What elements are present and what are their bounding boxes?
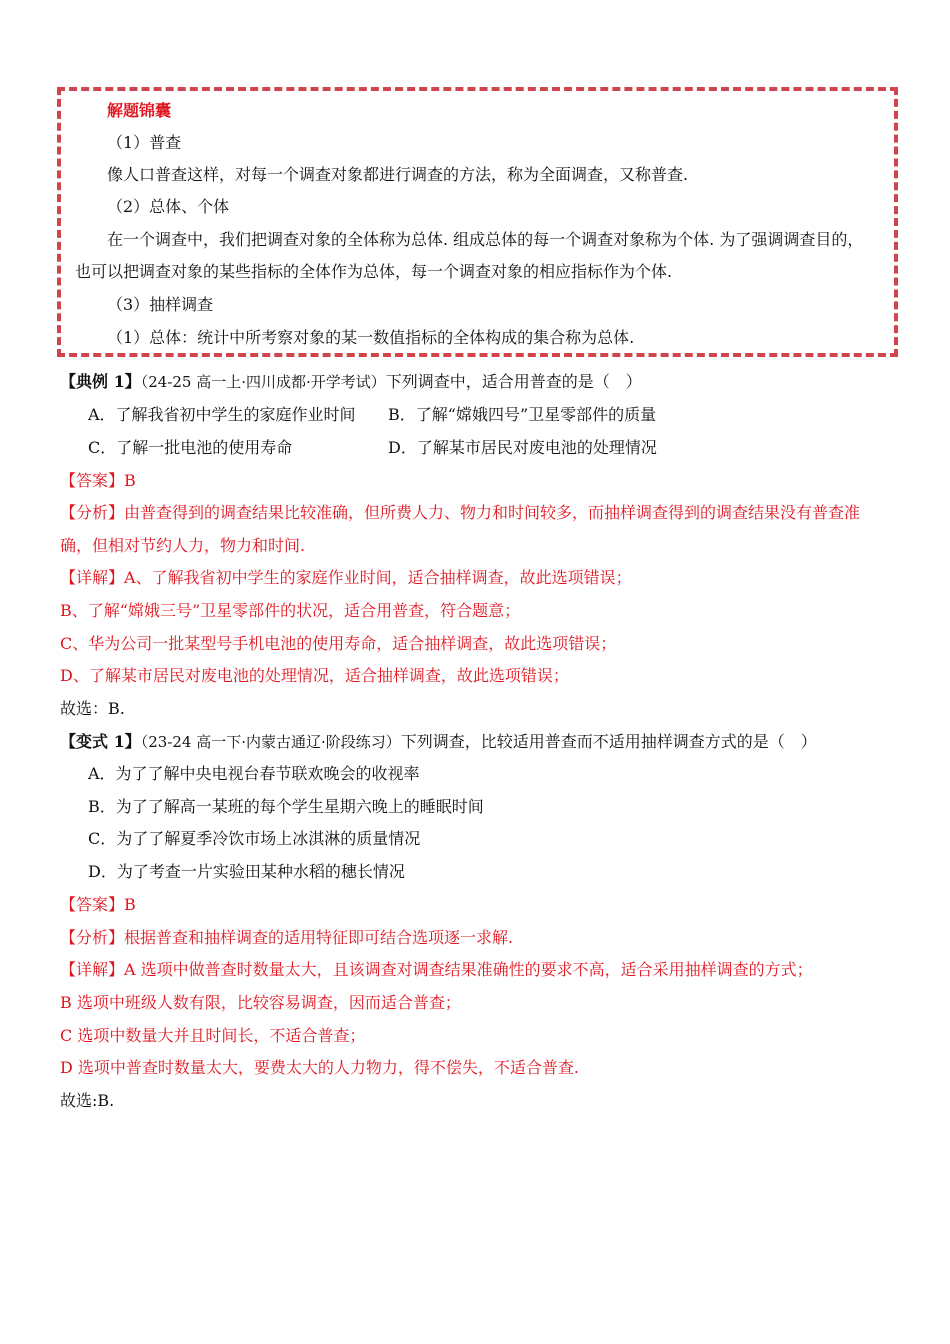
- detail-text: C 选项中数量大并且时间长，不适合普查；: [60, 1026, 366, 1045]
- example-1-stem: 下列调查中，适合用普查的是（ ）: [385, 372, 642, 391]
- analysis-tag: 【分析】: [60, 503, 125, 522]
- example-1-tag: 【典例 1】: [60, 372, 141, 391]
- tips-heading-census: （1）普查: [107, 133, 182, 152]
- answer-value: B: [124, 471, 136, 490]
- variant-1-stem: 下列调查，比较适用普查而不适用抽样调查方式的是（ ）: [400, 732, 817, 751]
- variant-1-analysis: [60, 928, 513, 948]
- detail-tag: 【详解】: [60, 960, 125, 979]
- analysis-text: 由普查得到的调查结果比较准确，但所费人力、物力和时间较多，而抽样调查得到的调查结果没有普查准: [124, 503, 861, 522]
- option-d: D．了解某市居民对废电池的处理情况: [388, 438, 657, 457]
- detail-text: D、了解某市居民对废电池的处理情况，适合抽样调查，故此选项错误；: [60, 666, 569, 685]
- answer-value: B: [124, 895, 136, 914]
- example-1-analysis: [60, 503, 860, 523]
- answer-tag: 【答案】: [60, 471, 125, 490]
- option-b: B．了解“嫦娥四号”卫星零部件的质量: [388, 405, 657, 424]
- variant-1-tag: 【变式 1】: [60, 732, 141, 751]
- analysis-text: 确，但相对节约人力，物力和时间.: [60, 536, 306, 555]
- detail-text: C、华为公司一批某型号手机电池的使用寿命，适合抽样调查，故此选项错误；: [60, 634, 617, 653]
- option-b: B．为了了解高一某班的每个学生星期六晚上的睡眠时间: [88, 797, 484, 816]
- detail-text: D 选项中普查时数量太大，要费太大的人力物力，得不偿失，不适合普查.: [60, 1058, 580, 1077]
- tips-text: 像人口普查这样，对每一个调查对象都进行调查的方法，称为全面调查，又称普查.: [107, 165, 689, 184]
- example-1-question: [60, 372, 642, 392]
- detail-text: B、了解“嫦娥三号”卫星零部件的状况，适合用普查，符合题意；: [60, 601, 521, 620]
- variant-1-source: （23-24 高一下·内蒙古通辽·阶段练习）: [140, 733, 401, 751]
- variant-1-choose: 故选:B.: [60, 1091, 115, 1110]
- variant-1-detail: [60, 960, 813, 980]
- detail-text: B 选项中班级人数有限，比较容易调查，因而适合普查；: [60, 993, 461, 1012]
- tips-box: [57, 87, 898, 357]
- tips-title: 解题锦囊: [107, 101, 172, 120]
- detail-tag: 【详解】: [60, 568, 125, 587]
- example-1-detail: [60, 568, 632, 588]
- detail-text: A 选项中做普查时数量太大，且该调查对调查结果准确性的要求不高，适合采用抽样调查的方式；: [124, 960, 813, 979]
- option-c: C．了解一批电池的使用寿命: [88, 438, 293, 457]
- variant-1-answer: [60, 895, 136, 915]
- variant-1-question: [60, 732, 817, 752]
- analysis-text: 根据普查和抽样调查的适用特征即可结合选项逐一求解.: [124, 928, 514, 947]
- option-a: A．了解我省初中学生的家庭作业时间: [88, 405, 356, 424]
- tips-text: 在一个调查中，我们把调查对象的全体称为总体. 组成总体的每一个调查对象称为个体. 为了强调调查目的，: [107, 230, 864, 249]
- option-c: C．为了了解夏季冷饮市场上冰淇淋的质量情况: [88, 829, 421, 848]
- tips-heading-sampling: （3）抽样调查: [107, 295, 214, 314]
- tips-text: （1）总体：统计中所考察对象的某一数值指标的全体构成的集合称为总体.: [107, 328, 635, 347]
- analysis-tag: 【分析】: [60, 928, 125, 947]
- option-d: D．为了考查一片实验田某种水稻的穗长情况: [88, 862, 405, 881]
- option-a: A．为了了解中央电视台春节联欢晚会的收视率: [88, 764, 420, 783]
- detail-text: A、了解我省初中学生的家庭作业时间，适合抽样调查，故此选项错误；: [124, 568, 632, 587]
- tips-text: 也可以把调查对象的某些指标的全体作为总体，每一个调查对象的相应指标作为个体.: [75, 262, 673, 281]
- example-1-source: （24-25 高一上·四川成都·开学考试）: [140, 373, 386, 391]
- tips-heading-population: （2）总体、个体: [107, 197, 230, 216]
- answer-tag: 【答案】: [60, 895, 125, 914]
- example-1-answer: [60, 471, 136, 491]
- example-1-choose: 故选：B.: [60, 699, 125, 718]
